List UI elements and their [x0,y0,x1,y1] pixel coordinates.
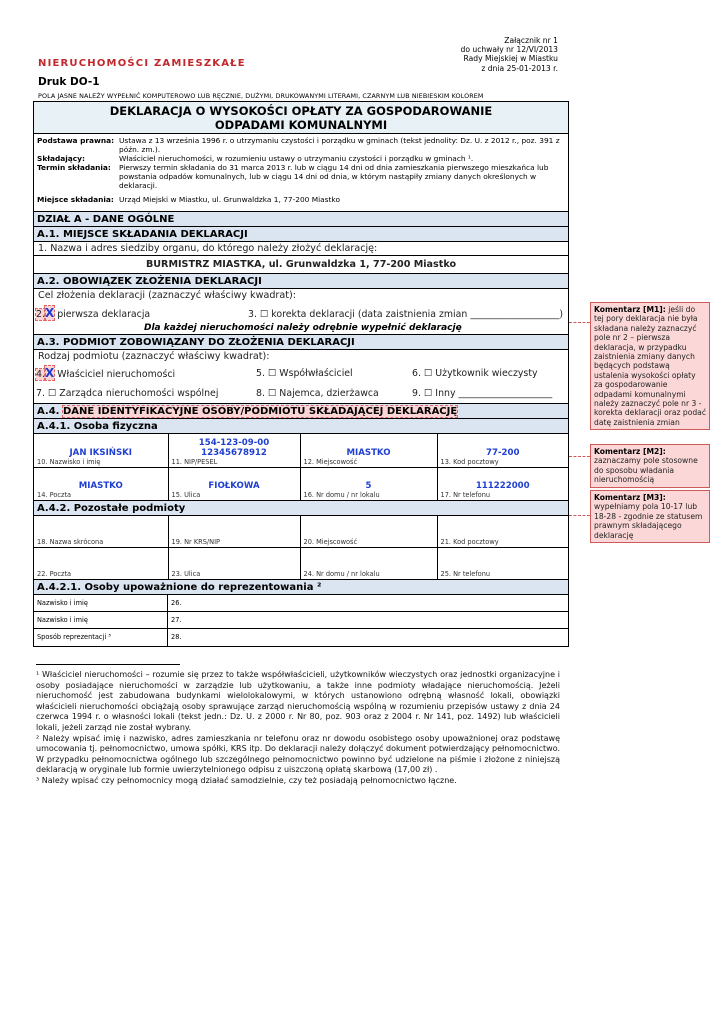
option-number: 2. [36,309,45,320]
section-a2: A.2. OBOWIĄZEK ZŁOŻENIA DEKLARACJI [34,274,568,289]
a3-options [34,364,568,404]
legal-basis-label: Podstawa prawna: [37,136,115,145]
a2-options [34,303,568,335]
rep-number: 28. [171,633,182,641]
section-a41: A.4.1. Osoba fizyczna [34,419,568,434]
street-label: 15. Ulica [171,490,201,499]
comment-tag: Komentarz [M2]: [594,447,666,456]
phone-field[interactable] [437,467,568,500]
post-label: 14. Poczta [37,490,72,499]
nip-label: 11. NIP/PESEL [171,457,218,466]
natural-person-table [34,434,568,501]
nip-field[interactable] [168,434,300,467]
name-value: JAN IKSIŃSKI [69,447,132,458]
form-code: Druk DO-1 [38,76,100,88]
section-a3: A.3. PODMIOT ZOBOWIĄZANY DO ZŁOŻENIA DEKLARACJI [34,335,568,350]
rep-row[interactable] [34,595,568,612]
comment-text: wypełniamy pola 10-17 lub 18-28 - zgodnie ze statusem prawnym składającego deklarację [594,502,703,540]
phone-label: 17. Nr telefonu [440,490,491,499]
annex-line: do uchwały nr 12/VI/2013 [460,45,558,55]
form-title-line: DEKLARACJA O WYSOKOŚCI OPŁATY ZA GOSPODAROWANIE [109,104,493,118]
option-number: 4. [36,369,45,380]
footnotes [36,670,560,787]
legal-basis-text: Ustawa z 13 września 1996 r. o utrzymaniu czystości i porządku w gminach (tekst jednolity: Dz. U. z 2012 r., poz. 391 z późn. zm.). [119,136,560,155]
rep-row[interactable] [34,629,568,646]
phone-value: 111222000 [475,480,530,491]
manager-option[interactable]: 7. ☐ Zarządca nieruchomości wspólnej [36,388,219,399]
house-field[interactable] [300,467,437,500]
place-label: Miejsce składania: [37,195,114,204]
short-name-field[interactable] [34,516,168,548]
a1-question: 1. Nazwa i adres siedziby organu, do którego należy złożyć deklarację: [34,242,568,256]
city-label: 12. Miejscowość [303,457,358,466]
filer-text: Właściciel nieruchomości, w rozumieniu ustawy o utrzymaniu czystości i porządku w gminach ¹. [119,154,474,163]
checkbox-checked-icon[interactable]: X [44,306,55,320]
option-label: pierwsza deklaracja [57,309,151,320]
other-option[interactable]: 9. ☐ Inny ____________________ [412,388,553,399]
post-field[interactable] [34,467,168,500]
zip-value: 77-200 [486,447,520,458]
annex-note [388,36,558,73]
rep-label: Sposób reprezentacji ³ [34,629,168,646]
entity-house-field[interactable] [300,548,437,580]
form-title [34,102,568,134]
comment-text: jeśli do tej pory deklaracja nie była składana należy zaznaczyć pole nr 2 – pierwsza deklaracja, w przypadku zaistnienia zmiany danych będących podstawą ustalenia wysokości opłaty za gospodarowanie odpadami komunalnymi należy zaznaczyć pole nr 3 - korekta deklaracji oraz podać datę zaistnienia zmian [594,305,707,427]
entity-street-field[interactable] [168,548,300,580]
comment-tag: Komentarz [M1]: [594,305,666,314]
footnote: ¹ Właściciel nieruchomości – rozumie się przez to także współwłaścicieli, użytkowników wieczystych oraz jednostki organizacyjne i osoby posiadające nieruchomości w zarządzie lub użytkowaniu, a także inne podmioty władające nieruchomością. Jeżeli nieruchomość jest zabudowana budynkami wielolokalowymi, w których ustanowiono odrębną własność lokali, obowiązki właścicieli nieruchomości obciążają osoby sprawujące zarząd nieruchomością wspólną w rozumieniu przepisów ustawy z dnia 24 czerwca 1994 r. o własności lokali (tekst jedn.: Dz. U. z 2000 r. Nr 80, poz. 903 oraz z 2004 r. Nr 141, poz. 1492) lub właścicieli lokali, jeżeli zarząd nie został wybrany. [36,670,560,732]
footnote-rule [36,664,180,665]
a2-note: Dla każdej nieruchomości należy odrębnie wypełnić deklarację [144,323,462,333]
city-value: MIASTKO [346,447,391,458]
tenant-option[interactable]: 8. ☐ Najemca, dzierżawca [256,388,379,399]
comment-connector [569,456,590,457]
post-value: MIASTKO [78,480,123,491]
co-owner-option[interactable]: 5. ☐ Współwłaściciel [256,368,353,379]
checkbox-checked-icon[interactable]: X [44,366,55,380]
comment-m1[interactable] [590,302,710,430]
owner-option[interactable] [36,366,175,380]
comment-m2[interactable] [590,444,710,488]
house-label: 16. Nr domu / nr lokalu [303,490,380,499]
rep-label: Nazwisko i imię [34,595,168,611]
a2-question: Cel złożenia deklaracji (zaznaczyć właściwy kwadrat): [38,290,296,301]
fill-instruction: POLA JASNE NALEŻY WYPEŁNIĆ KOMPUTEROWO LUB RĘCZNIE, DUŻYMI, DRUKOWANYMI LITERAMI, CZARNYM LUB NIEBIESKIM KOLOREM [38,92,484,100]
comment-connector [569,322,590,323]
city-field[interactable] [300,434,437,467]
entity-phone-field[interactable] [437,548,568,580]
comment-m3[interactable] [590,490,710,543]
declaration-form [33,101,569,647]
comment-text: zaznaczamy pole stosowne do sposobu władania nieruchomością [594,456,698,485]
footnote: ³ Należy wpisać czy pełnomocnicy mogą działać samodzielnie, czy też posiadają pełnomocnictwo łączne. [36,775,457,785]
name-field[interactable] [34,434,168,467]
zip-label: 13. Kod pocztowy [440,457,499,466]
street-field[interactable] [168,467,300,500]
form-title-line: ODPADAMI KOMUNALNYMI [214,118,388,132]
section-a4-number: A.4. [37,406,60,417]
category-title: NIERUCHOMOŚCI ZAMIESZKAŁE [38,58,246,69]
entity-phone-label: 25. Nr telefonu [440,570,491,578]
entity-post-field[interactable] [34,548,168,580]
place-text: Urząd Miejski w Miastku, ul. Grunwaldzka 1, 77-200 Miastko [119,195,340,204]
legal-info [34,134,568,212]
filer-label: Składający: [37,154,85,163]
entity-city-label: 20. Miejscowość [303,538,358,546]
option-label: Właściciel nieruchomości [57,369,176,380]
perpetual-user-option[interactable]: 6. ☐ Użytkownik wieczysty [412,368,538,379]
rep-row[interactable] [34,612,568,629]
name-label: 10. Nazwisko i imię [37,457,101,466]
entity-city-field[interactable] [300,516,437,548]
nip-value: 154-123-09-00 [198,437,270,448]
rep-number: 27. [171,616,182,624]
short-name-label: 18. Nazwa skrócona [37,538,104,546]
entity-post-label: 22. Poczta [37,570,72,578]
comment-tag: Komentarz [M3]: [594,493,666,502]
section-a4-title: DANE IDENTYFIKACYJNE OSOBY/PODMIOTU SKŁADAJĄCEJ DEKLARACJĘ [62,406,458,417]
section-a421: A.4.2.1. Osoby upoważnione do reprezentowania ² [34,580,568,595]
comment-connector [569,515,590,516]
first-declaration-option[interactable] [36,306,150,320]
zip-field[interactable] [437,434,568,467]
krs-label: 19. Nr KRS/NIP [171,538,220,546]
street-value: FIOŁKOWA [208,480,260,491]
krs-field[interactable] [168,516,300,548]
deadline-label: Termin składania: [37,163,111,172]
correction-declaration-option[interactable]: 3. ☐ korekta deklaracji (data zaistnienia zmian ___________________) [248,309,564,320]
entity-zip-label: 21. Kod pocztowy [440,538,499,546]
rep-label: Nazwisko i imię [34,612,168,628]
annex-line: Rady Miejskiej w Miastku [463,54,558,64]
pesel-value: 12345678912 [201,447,267,458]
deadline-text: Pierwszy termin składania do 31 marca 2013 r. lub w ciągu 14 dni od dnia zamieszkania pierwszego mieszkańca lub powstania odpadów komunalnych, lub w ciągu 14 dni od dnia, w którym nastąpiły zmiany danych określonych w deklaracji. [119,163,549,191]
entity-street-label: 23. Ulica [171,570,201,578]
section-a1: A.1. MIEJSCE SKŁADANIA DEKLARACJI [34,227,568,242]
other-entities-table [34,516,568,581]
entity-house-label: 24. Nr domu / nr lokalu [303,570,380,578]
section-a42: A.4.2. Pozostałe podmioty [34,501,568,516]
footnote: ² Należy wpisać imię i nazwisko, adres zamieszkania nr telefonu oraz nr dowodu osobistego osoby upoważnionej oraz podstawę umocowania tj. pełnomocnictwo, umowa spółki, KRS itp. Do deklaracji należy dołączyć dokument potwierdzający pełnomocnictwo. W przypadku pełnomocnictwa ogólnego lub szczególnego pełnomocnictwo powinno być udzielone na piśmie i złożone z niniejszą deklaracją w oryginale lub formie uwierzytelnionego odpisu z uiszczoną opłatą skarbową (17,00 zł) . [36,733,560,775]
entity-zip-field[interactable] [437,516,568,548]
section-dzial-a: DZIAŁ A - DANE OGÓLNE [34,212,568,227]
a3-question: Rodzaj podmiotu (zaznaczyć właściwy kwadrat): [38,351,270,362]
rep-number: 26. [171,599,182,607]
annex-line: Załącznik nr 1 [504,36,558,45]
house-value: 5 [365,480,372,491]
office-address-field[interactable]: BURMISTRZ MIASTKA, ul. Grunwaldzka 1, 77-200 Miastko [34,256,568,274]
annex-line: z dnia 25-01-2013 r. [481,63,558,73]
section-a4 [34,404,568,419]
